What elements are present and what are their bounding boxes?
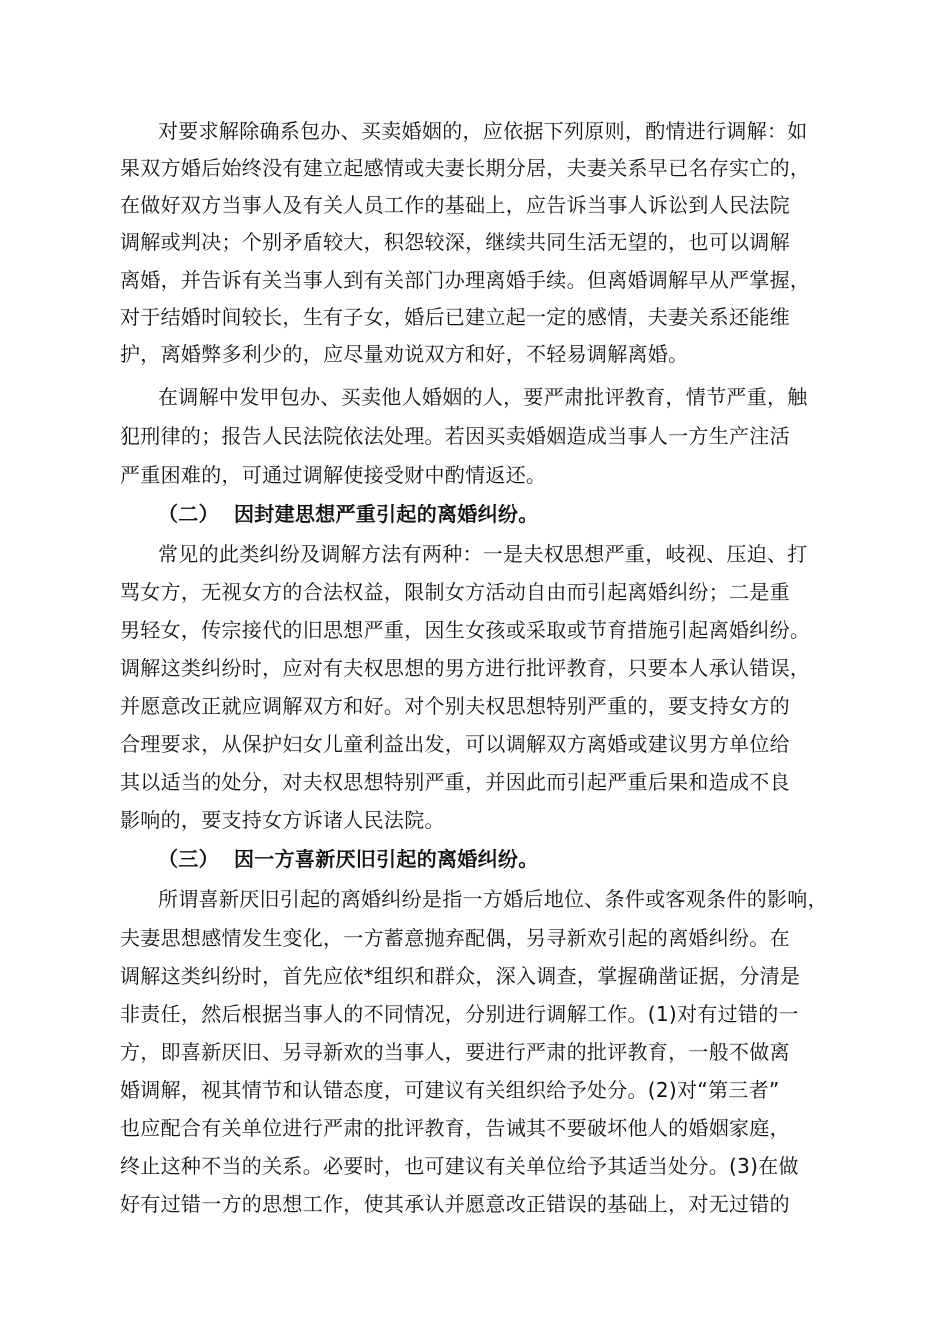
paragraph-line: 婚调解，视其情节和认错态度，可建议有关组织给予处分。(2)对“第三者” <box>120 1078 780 1102</box>
paragraph-line: 影响的，要支持女方诉诸人民法院。 <box>120 808 445 832</box>
paragraph-line: 非责任，然后根据当事人的不同情况，分别进行调解工作。(1)对有过错的一 <box>120 1002 799 1026</box>
section-title: 因一方喜新厌旧引起的离婚纠纷。 <box>234 847 539 871</box>
paragraph-line: 果双方婚后始终没有建立起感情或夫妻长期分居，夫妻关系早已名存实亡的， <box>120 156 811 180</box>
paragraph-line: 常见的此类纠纷及调解方法有两种：一是夫权思想严重，岐视、压迫、打 <box>158 542 808 566</box>
paragraph-line: 在调解中发甲包办、买卖他人婚姻的人，要严肃批评教育，情节严重，触 <box>158 385 808 409</box>
paragraph-line: 所谓喜新厌旧引起的离婚纠纷是指一方婚后地位、条件或客观条件的影响， <box>158 887 828 911</box>
paragraph-line: 调解或判决；个别矛盾较大，积怨较深，继续共同生活无望的，也可以调解 <box>120 230 790 254</box>
section-heading <box>158 501 539 527</box>
section-number: （二） <box>158 502 219 526</box>
section-number: （三） <box>158 847 219 871</box>
paragraph-line: 离婚，并告诉有关当事人到有关部门办理离婚手续。但离婚调解早从严掌握， <box>120 268 811 292</box>
paragraph-line: 也应配合有关单位进行严肃的批评教育，告诫其不要破坏他人的婚姻家庭， <box>120 1116 790 1140</box>
section-heading <box>158 846 539 872</box>
paragraph-line: 终止这种不当的关系。必要时，也可建议有关单位给予其适当处分。(3)在做 <box>120 1154 799 1178</box>
paragraph-line: 好有过错一方的思想工作，使其承认并愿意改正错误的基础上，对无过错的 <box>120 1192 790 1216</box>
section-title: 因封建思想严重引起的离婚纠纷。 <box>234 502 539 526</box>
paragraph-line: 男轻女，传宗接代的旧思想严重，因生女孩或采取或节育措施引起离婚纠纷。 <box>120 618 811 642</box>
paragraph-line: 犯刑律的；报告人民法院依法处理。若因买卖婚姻造成当事人一方生产注活 <box>120 424 790 448</box>
paragraph-line: 方，即喜新厌旧、另寻新欢的当事人，要进行严肃的批评教育，一般不做离 <box>120 1040 790 1064</box>
paragraph-line: 调解这类纠纷时，首先应依*组织和群众，深入调查，掌握确凿证据，分清是 <box>120 964 801 988</box>
paragraph-line: 在做好双方当事人及有关人员工作的基础上，应告诉当事人诉讼到人民法院 <box>120 193 790 217</box>
paragraph-line: 合理要求，从保护妇女儿童利益出发，可以调解双方离婚或建议男方单位给 <box>120 732 790 756</box>
paragraph-line: 调解这类纠纷时，应对有夫权思想的男方进行批评教育，只要本人承认错误， <box>120 656 811 680</box>
paragraph-line: 护，离婚弊多利少的，应尽量劝说双方和好，不轻易调解离婚。 <box>120 342 689 366</box>
paragraph-line: 对于结婚时间较长，生有子女，婚后已建立起一定的感情，夫妻关系还能维 <box>120 305 790 329</box>
paragraph-line: 并愿意改正就应调解双方和好。对个别夫权思想特别严重的，要支持女方的 <box>120 694 790 718</box>
paragraph-line: 夫妻思想感情发生变化，一方蓄意抛弃配偶，另寻新欢引起的离婚纠纷。在 <box>120 926 790 950</box>
paragraph-line: 骂女方，无视女方的合法权益，限制女方活动自由而引起离婚纠纷；二是重 <box>120 580 790 604</box>
paragraph-line: 对要求解除确系包办、买卖婚姻的，应依据下列原则，酌情进行调解：如 <box>158 119 808 143</box>
paragraph-line: 严重困难的，可通过调解使接受财中酌情返还。 <box>120 463 547 487</box>
paragraph-line: 其以适当的处分，对夫权思想特别严重，并因此而引起严重后果和造成不良 <box>120 770 790 794</box>
